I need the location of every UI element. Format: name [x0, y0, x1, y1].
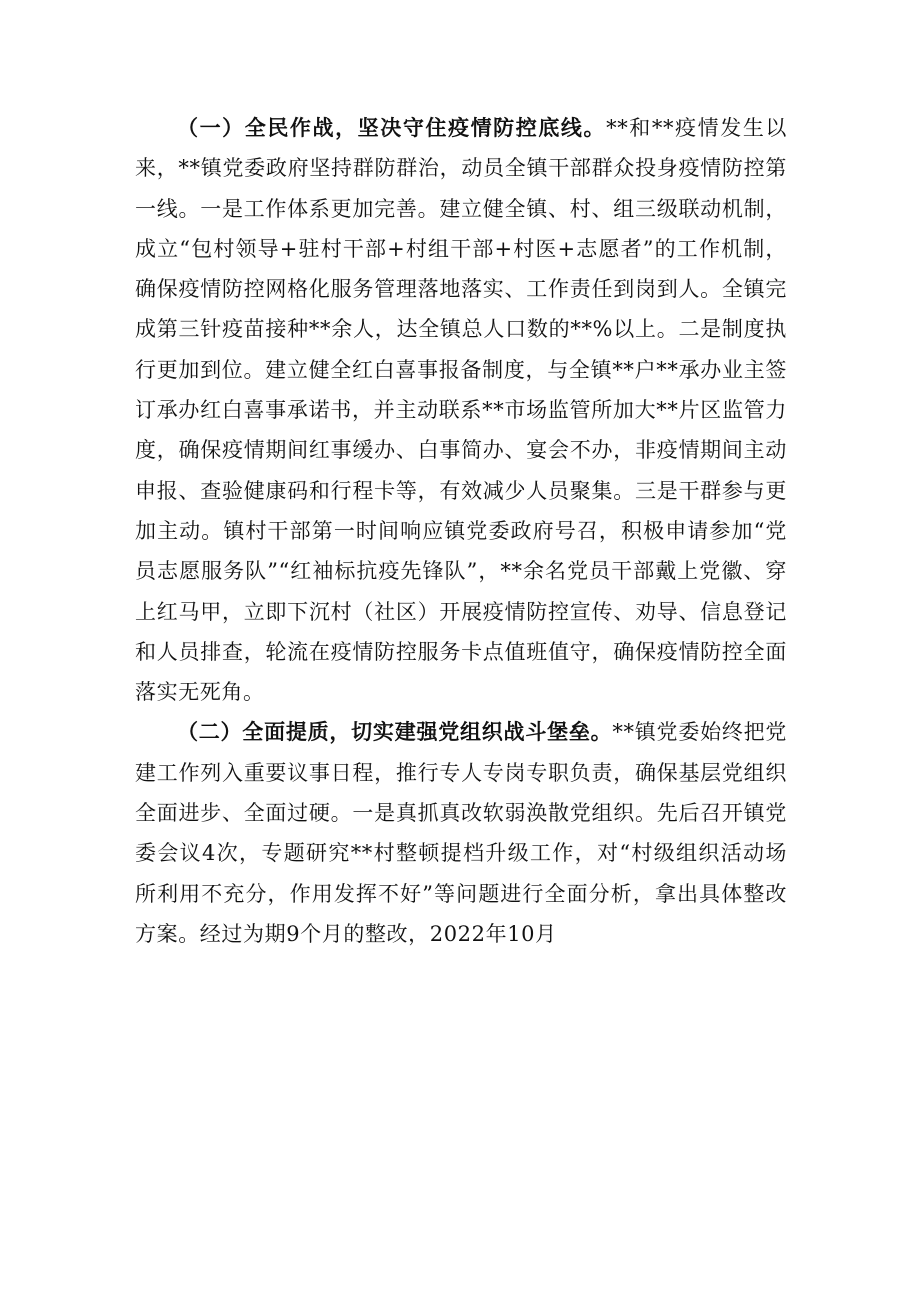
- document-body: [135, 108, 787, 954]
- paragraph-2-heading: （二）全面提质，切实建强党组织战斗堡垒。: [177, 720, 613, 745]
- paragraph-1: [135, 108, 787, 712]
- paragraph-2: [135, 712, 787, 954]
- paragraph-2-body: **镇党委始终把党建工作列入重要议事日程，推行专人专岗专职负责，确保基层党组织全面进步、全面过硬。一是真抓真改软弱涣散党组织。先后召开镇党委会议4次，专题研究**村整顿提档升级工作，对“村级组织活动场所利用不充分，作用发挥不好”等问题进行全面分析，拿出具体整改方案。经过为期9个月的整改，2022年10月: [135, 720, 787, 946]
- paragraph-1-heading: （一）全民作战，坚决守住疫情防控底线。: [177, 116, 607, 140]
- paragraph-1-body: **和**疫情发生以来，**镇党委政府坚持群防群治，动员全镇干部群众投身疫情防控第一线。一是工作体系更加完善。建立健全镇、村、组三级联动机制，成立“包村领导+驻村干部+村组干部+村医+志愿者”的工作机制，确保疫情防控网格化服务管理落地落实、工作责任到岗到人。全镇完成第三针疫苗接种**余人，达全镇总人口数的**%以上。二是制度执行更加到位。建立健全红白喜事报备制度，与全镇**户**承办业主签订承办红白喜事承诺书，并主动联系**市场监管所加大**片区监管力度，确保疫情期间红事缓办、白事简办、宴会不办，非疫情期间主动申报、查验健康码和行程卡等，有效减少人员聚集。三是干群参与更加主动。镇村干部第一时间响应镇党委政府号召，积极申请参加“党员志愿服务队”“红袖标抗疫先锋队”，**余名党员干部戴上党徽、穿上红马甲，立即下沉村（社区）开展疫情防控宣传、劝导、信息登记和人员排查，轮流在疫情防控服务卡点值班值守，确保疫情防控全面落实无死角。: [135, 116, 787, 705]
